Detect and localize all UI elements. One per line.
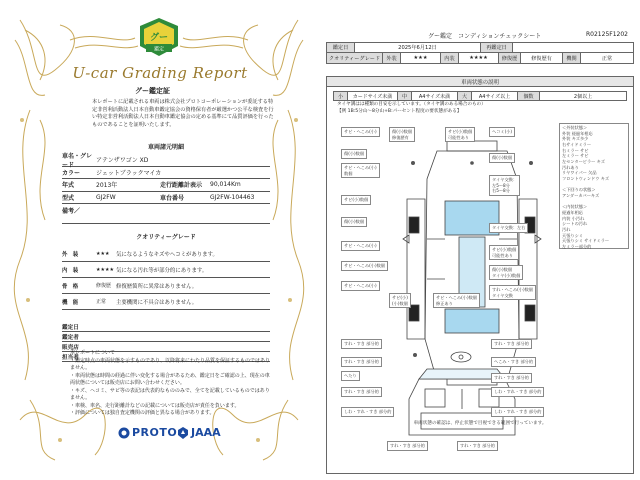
interior-callout: しわ・すれ・すき 部分的 [491, 407, 544, 417]
proto-logo-text: PROTO [132, 426, 178, 439]
damage-callout: サビ(小) (小)数個 [389, 293, 411, 308]
damage-callout: サビ・へこみ(小) [341, 241, 380, 251]
function-label: 機関 [563, 53, 581, 63]
svg-text:鑑定: 鑑定 [153, 46, 165, 53]
grade-row [326, 53, 634, 64]
damage-callout: すれ・へこみ(小)数個 タイヤ交換 [489, 285, 536, 300]
vehicle-spec-table [62, 142, 270, 224]
interior-callout: しわ・すれ・すき 部分的 [491, 387, 544, 397]
interior-callout: すれ・すき 部分的 [341, 339, 382, 349]
date-row [326, 42, 634, 53]
quality-desc: 気になるようなキズやヘコミがあります。 [116, 251, 218, 258]
quality-table [62, 246, 270, 310]
legend-qty-label: 個数 [518, 92, 540, 100]
legend-a4more: A4サイズ以上 [472, 92, 518, 100]
vehicle-condition-panel [326, 76, 634, 474]
staff-row [62, 332, 270, 342]
damage-size-legend [333, 91, 627, 101]
quality-label: 骨 格 [62, 283, 79, 290]
spec-label: 年式 [62, 182, 75, 190]
staff-label: 販売店 [62, 344, 79, 351]
interior-callout: すれ・すき 部分的 [341, 387, 382, 397]
damage-callout: サビ(小)数個 [341, 195, 371, 205]
front-seat-left [425, 389, 445, 407]
jaaa-mark-icon [178, 427, 188, 439]
spec-row-name [62, 154, 270, 167]
spec-row-remarks [62, 204, 270, 224]
spec-label: 型式 [62, 194, 75, 202]
damage-callout: サビ(小)数個 可能性あり [445, 127, 475, 142]
redate-label: 再鑑定日 [481, 43, 513, 52]
quality-label: 機 能 [62, 299, 79, 306]
legend-small: 小 [334, 92, 348, 100]
legend-mid: 中 [398, 92, 412, 100]
quality-row [62, 278, 270, 294]
exterior-label: 外装 [383, 53, 401, 63]
spec-label: 走行距離計表示 [160, 182, 203, 190]
interior-callout: すれ・すき 部分的 [491, 373, 532, 383]
damage-callout: ヘコミ(小) [489, 127, 515, 137]
note-line: ・車検、車名、走行距離計などの記載については販売店が責任を負います。 [70, 402, 240, 409]
damage-callout: サビ・へこみ(小) 数個 [341, 163, 380, 178]
legend-qty-value: 2個以上 [573, 93, 593, 100]
certificate-number: R02125F1202 [586, 31, 628, 38]
goo-badge-logo [140, 18, 178, 56]
spec-caption: 車両諸元明細 [147, 144, 184, 151]
exterior-value: ★★★ [401, 53, 441, 63]
tire-instruction: タイヤ溝はは種類の目安を示しています。（タイヤ溝のある場合のもの） [337, 102, 486, 107]
quality-caption: クオリティーグレード [136, 234, 196, 241]
condition-sheet-title: グー鑑定 コンディションチェックシート [428, 33, 542, 40]
date-label: 鑑定日 [327, 43, 355, 52]
quality-desc: 気になる汚れ等が部分的にあります。 [116, 267, 208, 274]
interior-callout: すれ・すき 部分的 [457, 441, 498, 451]
spec-row-color [62, 167, 270, 180]
damage-callout: 傷(小)数個 修復歴有 [389, 127, 415, 142]
spec-value: アテンザワゴン XD [96, 157, 149, 165]
legend-large: 大 [458, 92, 472, 100]
grading-certificate [0, 0, 318, 480]
spec-label: 車名・グレード [62, 152, 93, 169]
damage-callout: 傷(小)数個 タイヤ(小)数個 [489, 265, 523, 280]
proto-mark-icon [118, 427, 130, 439]
damage-callout: 傷(小)数個 [489, 153, 515, 163]
staff-row [62, 322, 270, 332]
proto-logo [118, 426, 177, 439]
spec-value: GJ2FW-104463 [210, 193, 255, 201]
interior-callout: すれ・すき 部分的 [491, 339, 532, 349]
interior-label: 内装 [441, 53, 459, 63]
spec-label: 備考／ [62, 208, 81, 215]
interior-callout: しわ・すれ・すき 部分的 [341, 407, 394, 417]
damage-callout: タイヤ交換：左右 [489, 223, 528, 233]
legend-card: カードサイズ未満 [348, 92, 398, 100]
damage-callout: タイヤ交換： 左5～8分 右5～8分 [489, 175, 520, 196]
quality-row [62, 246, 270, 262]
steering-wheel-icon [451, 352, 471, 362]
interior-callout: へたり [341, 371, 360, 381]
damage-callout: サビ(小)数個 可能性あり [489, 245, 519, 260]
spec-label: カラー [62, 169, 81, 177]
tire-example: 【例 1B:5分山～8分山+B:パーセント程度の要状態がある】 [337, 109, 462, 115]
spec-value: 90,014Km [210, 181, 241, 189]
rear-window [445, 309, 499, 333]
interior-callout: すれ・すき 部分的 [341, 357, 382, 367]
spec-label: 車台番号 [160, 194, 185, 202]
quality-rating: ★★★ [96, 250, 110, 257]
svg-text:グー: グー [149, 33, 169, 43]
damage-callout: サビ・へこみ(小)数個 [341, 261, 388, 271]
quality-row [62, 294, 270, 310]
report-script-title: U-car Grading Report [72, 64, 248, 82]
jaaa-logo-text: JAAA [191, 426, 221, 439]
note-heading: 本レポートについて [70, 350, 115, 356]
grade-label: クオリティーグレード [327, 53, 383, 63]
note-line: ・車両状態は時間の経過に伴い変化する場合があるため、鑑定日をご確認の上、現在の車両状態については販売店にお問い合わせください。 [70, 372, 270, 386]
spec-value: GJ2FW [96, 193, 116, 201]
jaaa-logo [178, 426, 221, 439]
panel-title: 車両状態の説明 [327, 77, 633, 87]
quality-rating: 修復歴 [96, 283, 112, 289]
interior-value: ★★★★ [459, 53, 499, 63]
inspection-footer-note: 車両状態の確認は、停止状態で目視できる範囲で行っています。 [413, 421, 547, 426]
spec-row-model [62, 192, 270, 205]
staff-label: 鑑定者 [62, 334, 79, 341]
function-value: 正常 [601, 55, 613, 62]
quality-desc: 主要機関に不具合はありません。 [116, 299, 198, 306]
staff-label: 鑑定日 [62, 324, 79, 331]
note-line: ・評価については独自査定機関の評価と異なる場合があります。 [70, 410, 215, 416]
damage-callout: 傷(小)数個 [341, 149, 367, 159]
certificate-subtitle: グー鑑定証 [135, 87, 170, 95]
quality-row [62, 262, 270, 278]
quality-rating: ★★★★ [96, 266, 114, 273]
damage-callout: サビ・へこみ(小) [341, 281, 380, 291]
interior-callout: すれ・すき 部分的 [387, 441, 428, 451]
quality-label: 内 装 [62, 267, 79, 274]
note-line: ・キズ、ヘコミ、サビ等の表記は代表的なもののみで、全てを記載しているものではありません。 [70, 387, 270, 401]
spec-row-year [62, 179, 270, 192]
condition-summary: ＜外装状態＞ 外装 経過年相応 外装 キズ多少 右サイドミラー 右ミラー サビ 左ミラー サビ 左センターピラー キズ 汚れあり リヤワイパー 欠品 フロントウィンドウ キズ ＜下回りの状態＞ アンダーカバーキズ ＜内装状態＞ 経過年相応 内装 小汚れ シートの汚れ 汚れ 天張りシミ 天張りシミ サイドミラー 左ミラー部分的 [559, 123, 629, 249]
damage-callout: サビ・へこみ(小) [341, 127, 380, 137]
quality-rating: 正常 [96, 299, 107, 305]
report-notes [70, 350, 270, 418]
interior-callout: へこみ・すき 部分的 [491, 357, 536, 367]
spec-value: 2013年 [96, 182, 118, 190]
quality-label: 外 装 [62, 251, 79, 258]
spec-value: ジェットブラックマイカ [96, 169, 162, 177]
date-value: 2025年6月12日 [355, 43, 481, 52]
redate-value [513, 43, 633, 52]
legend-a4less: A4サイズ未満 [412, 92, 458, 100]
repair-label: 修復歴 [499, 53, 521, 63]
damage-callout: 傷(小)数個 [341, 217, 367, 227]
certificate-intro: 本レポートに記載される車両は株式会社プロトコーポレーションが委託する特定非営利活動法人日本自動車鑑定協会の資格保有者が厳選かつ公平な検査を行い特定非営利活動法人日本自動車鑑定協会の定める基準にて品質評価を行ったものであることを証明いたします。 [92, 99, 274, 128]
condition-header-grid [326, 42, 634, 64]
damage-callout: サビ・へこみ(小)数個 修正あり [433, 293, 480, 308]
staff-label: 担当者 [62, 354, 79, 361]
quality-desc: 修復歴箇所に異常はありません。 [116, 283, 198, 290]
repair-value: 修復歴有 [521, 53, 563, 63]
note-line: ・鑑定時点の車両状態を示すものであり、以降将来にわたり品質を保証するものではありません。 [70, 357, 271, 371]
